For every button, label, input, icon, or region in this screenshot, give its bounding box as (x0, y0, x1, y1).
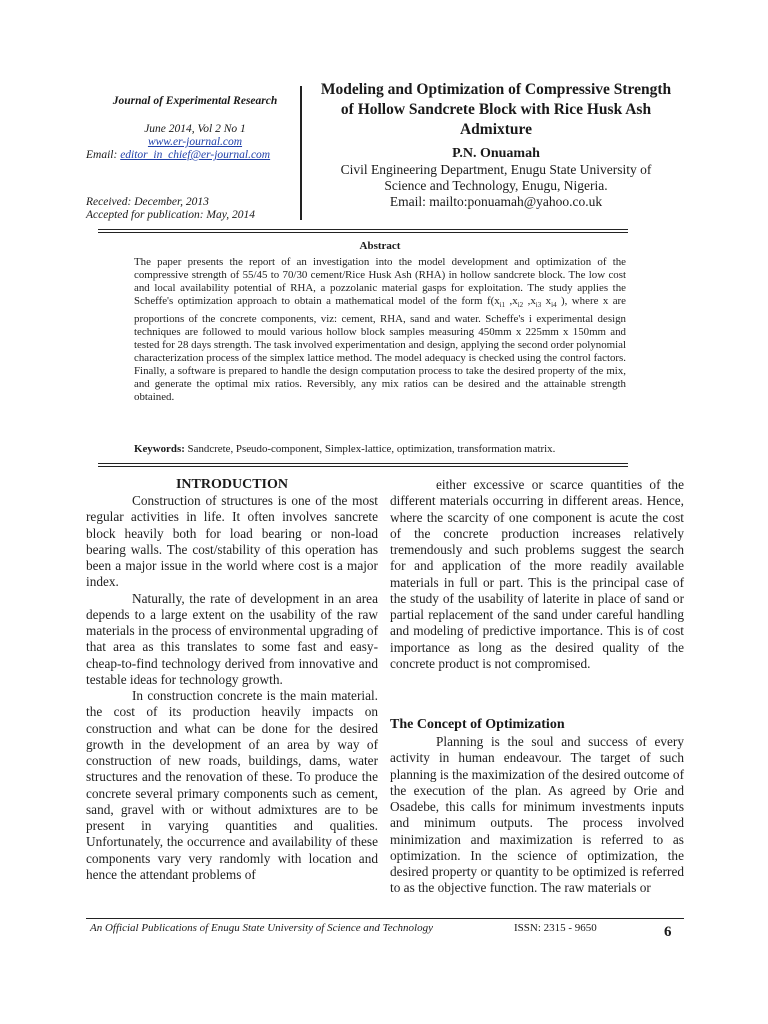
paragraph: Construction of structures is one of the most regular activities in life. It often involves sancrete block heavily both for load bearing or non-load bearing walls. The cost/stability of this operation has been a major issue in the world where cost is a major index. (86, 493, 378, 590)
page-number: 6 (664, 924, 672, 940)
accepted-date: Accepted for publication: May, 2014 (86, 209, 255, 221)
paragraph: either excessive or scarce quantities of the different materials occurring in different areas. Hence, where the scarcity of one component is acute the cost of the concrete production increases relatively tremendously and such problems suggest the search for and application of the more readily available materials in full or part. This is the principal case of the study of the usability of laterite in place of sand or partial replacement of the sand under careful handling and modeling of predictive importance. This is of cost importance as long as the desired quality of the concrete product is not compromised. (390, 477, 684, 671)
right-column (390, 477, 684, 672)
abstract-text: The paper presents the report of an investigation into the model development and optimization of the compressive strength of 55/45 to 70/30 cement/Rice Husk Ash (RHA) in hollow sandcrete block. The low cost and local availability potential of RHA, a pozzolanic material gasps for exploitation. The study applies the Scheffe's optimization approach to obtain a mathematical model of the form $f(x_{i1}$ $,x_{i2}$ $,x_{i3}$ $x_{i4}$ ), where x are proportions of the concrete components, viz: cement, RHA, sand and water. Scheffe's i experimental design techniques are followed to mould various hollow block samples measuring 450mm x 225mm x 150mm and tested for 28 days strength. The task involved experimentation and design, applying the second order polynomial characterization process of the simplex lattice method. The model adequacy is checked using the control factors. Finally, a software is prepared to handle the design computation process to take the desired property of the mix, and generate the optimal mix ratios. Reversibly, any mix ratios can be desired and the attainable strength obtained. (134, 256, 627, 404)
header-divider (300, 86, 302, 220)
author-email: Email: mailto:ponuamah@yahoo.co.uk (389, 194, 603, 209)
paragraph: Planning is the soul and success of every activity in human endeavour. The target of such planning is the maximization of the desired outcome of the execution of the plan. As agreed by Orie and Osadebe, this calls for minimum investments inputs and minimum outputs. The process involved minimization and maximization is referred to as optimization. In the science of optimization, the desired property or quantity to be optimized is referred to as the objective function. The raw materials or (390, 734, 684, 896)
email-label: Email: (86, 149, 121, 161)
footer-issn: ISSN: 2315 - 9650 (514, 922, 597, 934)
author-name: P.N. Onuamah (452, 146, 540, 161)
keywords-list: Sandcrete, Pseudo-component, Simplex-lattice, optimization, transformation matrix. (184, 443, 556, 455)
introduction-heading: INTRODUCTION (175, 477, 288, 492)
keywords-label: Keywords: (134, 443, 185, 455)
journal-email (86, 149, 300, 161)
received-date: Received: December, 2013 (86, 196, 209, 208)
keywords (134, 443, 634, 455)
journal-name: Journal of Experimental Research (112, 95, 278, 107)
issue-line: June 2014, Vol 2 No 1 (144, 123, 246, 135)
abstract-top-rule-2 (98, 232, 628, 233)
article-title: Modeling and Optimization of Compressive Strength of Hollow Sandcrete Block with Rice Husk Ash Admixture (320, 81, 672, 138)
abstract-bottom-rule (98, 463, 628, 464)
website-link[interactable]: www.er-journal.com (147, 136, 243, 148)
author-affiliation: Civil Engineering Department, Enugu State University of Science and Technology, Enugu, Nigeria. (340, 162, 652, 193)
abstract-bottom-rule-2 (98, 466, 628, 467)
footer-rule (86, 918, 684, 919)
paragraph: Naturally, the rate of development in an area depends to a large extent on the usability of the raw materials in the process of environmental upgrading of that area as this translates to some fast and easy-cheap-to-find technology derived from innovative and testable ideas for technology growth. (86, 590, 378, 687)
paragraph: In construction concrete is the main material. the cost of its production heavily impacts on construction and what can be done for the desired growth in the development of an area by way of construction of new roads, buildings, dams, water structures and the renovation of these. To produce the concrete several primary components such as cement, sand, gravel with or without admixtures are to be present in varying quantities and qualities. Unfortunately, the occurrence and availability of these components vary very randomly with location and hence the attendant problems of (86, 688, 378, 882)
journal-website (90, 136, 300, 148)
concept-heading: The Concept of Optimization (390, 717, 565, 732)
abstract-heading: Abstract (359, 240, 401, 252)
abstract-top-rule (98, 229, 628, 230)
right-column-continued (390, 734, 684, 897)
left-column (86, 493, 378, 883)
footer-publication: An Official Publications of Enugu State University of Science and Technology (90, 922, 433, 934)
email-link[interactable]: editor_in_chief@er-journal.com (120, 149, 271, 161)
